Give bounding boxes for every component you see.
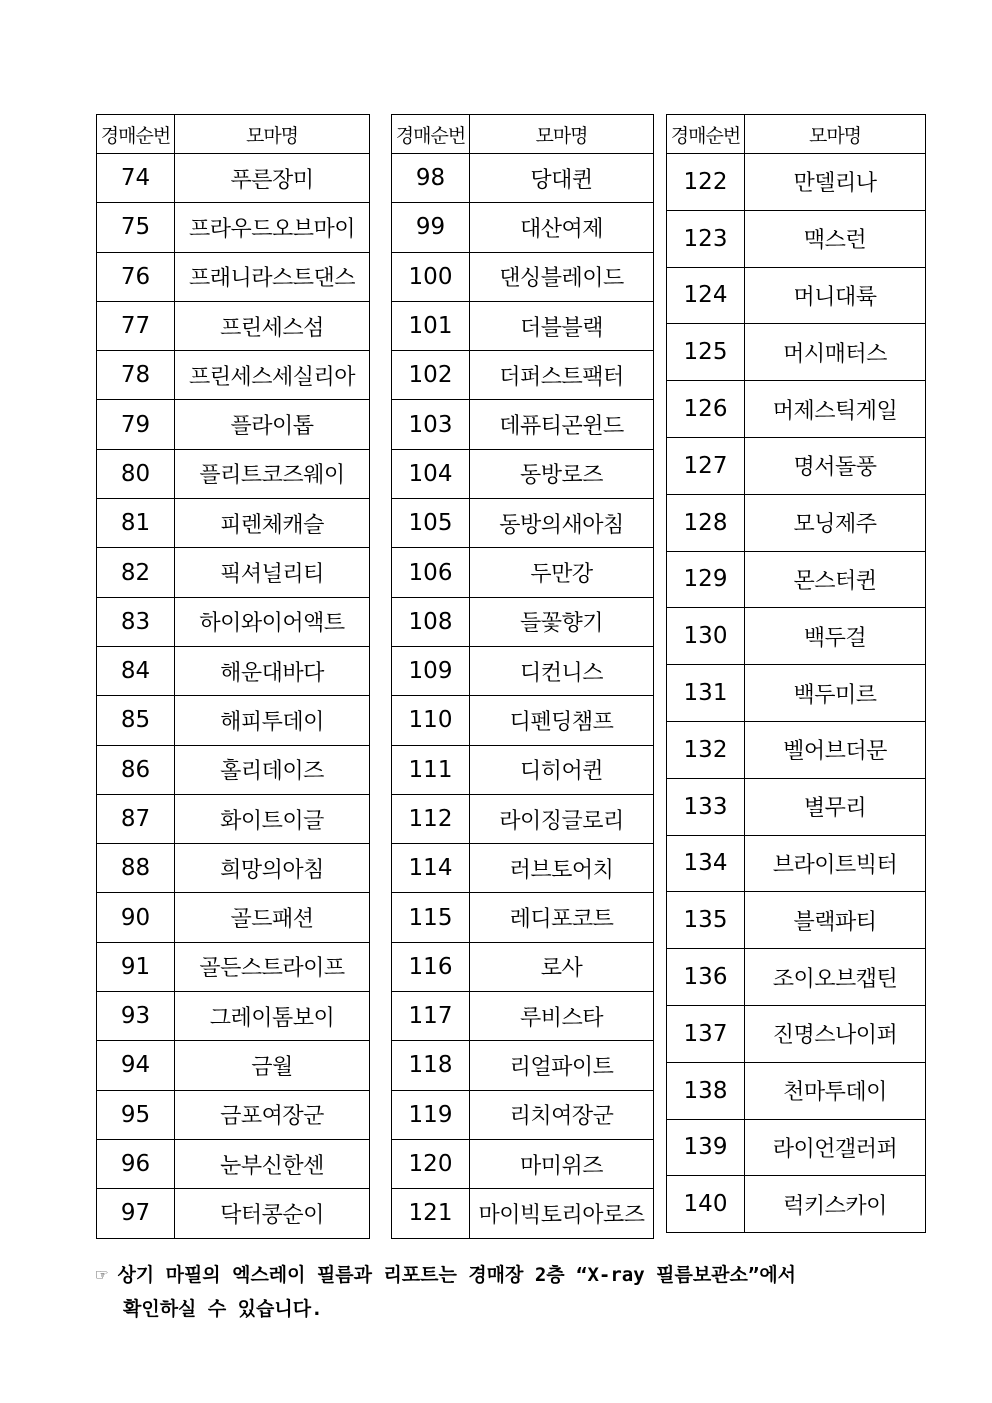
- auction-number-cell: 132: [667, 721, 745, 778]
- mare-name-cell: 디컨니스: [470, 646, 654, 695]
- table-row: [97, 1090, 370, 1139]
- table-row: [97, 942, 370, 991]
- auction-number-cell: 137: [667, 1005, 745, 1062]
- table-row: [97, 252, 370, 301]
- table-row: [392, 942, 654, 991]
- auction-number-cell: 114: [392, 844, 470, 893]
- mare-name-cell: 골든스트라이프: [175, 942, 370, 991]
- mare-name-cell: 조이오브캡틴: [745, 949, 926, 1006]
- mare-name-cell: 금포여장군: [175, 1090, 370, 1139]
- auction-number-cell: 99: [392, 203, 470, 252]
- auction-number-cell: 87: [97, 794, 175, 843]
- table-header-row: [667, 115, 926, 154]
- mare-name-cell: 루비스타: [470, 992, 654, 1041]
- table-row: [392, 794, 654, 843]
- auction-number-cell: 131: [667, 665, 745, 722]
- mare-name-cell: 하이와이어액트: [175, 597, 370, 646]
- auction-number-cell: 126: [667, 381, 745, 438]
- table-row: [392, 992, 654, 1041]
- auction-number-cell: 93: [97, 992, 175, 1041]
- header-auction-number: 경매순번: [97, 115, 175, 154]
- mare-name-cell: 모닝제주: [745, 494, 926, 551]
- mare-name-cell: 진명스나이퍼: [745, 1005, 926, 1062]
- table-row: [97, 203, 370, 252]
- table-row: [392, 1041, 654, 1090]
- auction-table-1: [96, 114, 370, 1239]
- auction-number-cell: 118: [392, 1041, 470, 1090]
- table-row: [392, 548, 654, 597]
- mare-name-cell: 리치여장군: [470, 1090, 654, 1139]
- auction-number-cell: 78: [97, 351, 175, 400]
- table-row: [667, 437, 926, 494]
- xray-notice: [96, 1258, 916, 1326]
- mare-name-cell: 프라우드오브마이: [175, 203, 370, 252]
- mare-name-cell: 레디포코트: [470, 893, 654, 942]
- table-row: [392, 351, 654, 400]
- mare-name-cell: 디펜딩챔프: [470, 696, 654, 745]
- notice-line-2: [96, 1292, 916, 1326]
- auction-number-cell: 109: [392, 646, 470, 695]
- table-row: [392, 844, 654, 893]
- auction-number-cell: 94: [97, 1041, 175, 1090]
- table-header-row: [392, 115, 654, 154]
- table-row: [392, 745, 654, 794]
- table-row: [392, 154, 654, 203]
- auction-number-cell: 98: [392, 154, 470, 203]
- table-row: [97, 154, 370, 203]
- auction-number-cell: 97: [97, 1189, 175, 1238]
- table-row: [97, 992, 370, 1041]
- mare-name-cell: 마이빅토리아로즈: [470, 1189, 654, 1238]
- auction-number-cell: 102: [392, 351, 470, 400]
- mare-name-cell: 맥스런: [745, 210, 926, 267]
- auction-number-cell: 104: [392, 449, 470, 498]
- table-row: [667, 1119, 926, 1176]
- auction-number-cell: 100: [392, 252, 470, 301]
- table-row: [667, 721, 926, 778]
- mare-name-cell: 댄싱블레이드: [470, 252, 654, 301]
- mare-name-cell: 프린세스섬: [175, 301, 370, 350]
- mare-name-cell: 천마투데이: [745, 1062, 926, 1119]
- auction-number-cell: 81: [97, 499, 175, 548]
- table-row: [667, 551, 926, 608]
- table-row: [667, 381, 926, 438]
- table-row: [667, 608, 926, 665]
- auction-number-cell: 88: [97, 844, 175, 893]
- mare-name-cell: 홀리데이즈: [175, 745, 370, 794]
- mare-name-cell: 로사: [470, 942, 654, 991]
- table-row: [667, 835, 926, 892]
- mare-name-cell: 명서돌풍: [745, 437, 926, 494]
- auction-number-cell: 127: [667, 437, 745, 494]
- table-row: [392, 449, 654, 498]
- auction-number-cell: 83: [97, 597, 175, 646]
- mare-name-cell: 피렌체캐슬: [175, 499, 370, 548]
- mare-name-cell: 그레이톰보이: [175, 992, 370, 1041]
- mare-name-cell: 플라이톱: [175, 400, 370, 449]
- mare-name-cell: 금월: [175, 1041, 370, 1090]
- mare-name-cell: 화이트이글: [175, 794, 370, 843]
- auction-number-cell: 90: [97, 893, 175, 942]
- mare-name-cell: 마미위즈: [470, 1139, 654, 1188]
- mare-name-cell: 데퓨티곤윈드: [470, 400, 654, 449]
- mare-name-cell: 머니대륙: [745, 267, 926, 324]
- auction-number-cell: 122: [667, 154, 745, 211]
- mare-name-cell: 만델리나: [745, 154, 926, 211]
- mare-name-cell: 리얼파이트: [470, 1041, 654, 1090]
- auction-number-cell: 121: [392, 1189, 470, 1238]
- table-row: [392, 499, 654, 548]
- mare-name-cell: 골드패션: [175, 893, 370, 942]
- table-row: [97, 400, 370, 449]
- mare-name-cell: 벨어브더문: [745, 721, 926, 778]
- table-row: [392, 400, 654, 449]
- mare-name-cell: 더블블랙: [470, 301, 654, 350]
- auction-number-cell: 95: [97, 1090, 175, 1139]
- mare-name-cell: 프린세스세실리아: [175, 351, 370, 400]
- mare-name-cell: 플리트코즈웨이: [175, 449, 370, 498]
- auction-number-cell: 91: [97, 942, 175, 991]
- mare-name-cell: 라이징글로리: [470, 794, 654, 843]
- mare-name-cell: 디히어퀸: [470, 745, 654, 794]
- auction-table-2: [391, 114, 654, 1239]
- auction-number-cell: 129: [667, 551, 745, 608]
- table-row: [97, 646, 370, 695]
- mare-name-cell: 당대퀸: [470, 154, 654, 203]
- table-row: [97, 499, 370, 548]
- auction-number-cell: 115: [392, 893, 470, 942]
- auction-number-cell: 82: [97, 548, 175, 597]
- auction-number-cell: 85: [97, 696, 175, 745]
- table-row: [667, 494, 926, 551]
- table-row: [667, 1005, 926, 1062]
- table-row: [667, 949, 926, 1006]
- table-row: [667, 267, 926, 324]
- table-row: [667, 892, 926, 949]
- mare-name-cell: 백두걸: [745, 608, 926, 665]
- header-mare-name: 모마명: [470, 115, 654, 154]
- table-row: [97, 745, 370, 794]
- table-row: [97, 301, 370, 350]
- auction-number-cell: 123: [667, 210, 745, 267]
- mare-name-cell: 들꽃향기: [470, 597, 654, 646]
- table-row: [667, 154, 926, 211]
- auction-number-cell: 139: [667, 1119, 745, 1176]
- mare-name-cell: 동방로즈: [470, 449, 654, 498]
- mare-name-cell: 러브토어치: [470, 844, 654, 893]
- auction-number-cell: 77: [97, 301, 175, 350]
- mare-name-cell: 해운대바다: [175, 646, 370, 695]
- mare-name-cell: 머제스틱게일: [745, 381, 926, 438]
- mare-name-cell: 라이언갤러퍼: [745, 1119, 926, 1176]
- auction-number-cell: 74: [97, 154, 175, 203]
- auction-number-cell: 80: [97, 449, 175, 498]
- table-row: [667, 1176, 926, 1233]
- table-row: [97, 794, 370, 843]
- mare-name-cell: 몬스터퀸: [745, 551, 926, 608]
- auction-number-cell: 133: [667, 778, 745, 835]
- table-row: [392, 893, 654, 942]
- auction-number-cell: 75: [97, 203, 175, 252]
- auction-number-cell: 106: [392, 548, 470, 597]
- table-row: [97, 844, 370, 893]
- header-auction-number: 경매순번: [392, 115, 470, 154]
- table-row: [97, 1041, 370, 1090]
- auction-number-cell: 110: [392, 696, 470, 745]
- auction-number-cell: 84: [97, 646, 175, 695]
- header-mare-name: 모마명: [175, 115, 370, 154]
- auction-number-cell: 116: [392, 942, 470, 991]
- auction-number-cell: 86: [97, 745, 175, 794]
- table-row: [667, 1062, 926, 1119]
- mare-name-cell: 닥터콩순이: [175, 1189, 370, 1238]
- header-mare-name: 모마명: [745, 115, 926, 154]
- table-row: [667, 778, 926, 835]
- auction-number-cell: 112: [392, 794, 470, 843]
- pointing-hand-icon: ☞: [96, 1264, 108, 1286]
- table-header-row: [97, 115, 370, 154]
- mare-name-cell: 머시매터스: [745, 324, 926, 381]
- auction-table-3: [666, 114, 926, 1233]
- auction-number-cell: 128: [667, 494, 745, 551]
- table-row: [667, 665, 926, 722]
- auction-number-cell: 76: [97, 252, 175, 301]
- auction-number-cell: 140: [667, 1176, 745, 1233]
- mare-name-cell: 백두미르: [745, 665, 926, 722]
- table-row: [392, 1090, 654, 1139]
- mare-name-cell: 브라이트빅터: [745, 835, 926, 892]
- table-row: [392, 1139, 654, 1188]
- table-row: [97, 893, 370, 942]
- auction-number-cell: 103: [392, 400, 470, 449]
- mare-name-cell: 블랙파티: [745, 892, 926, 949]
- mare-name-cell: 별무리: [745, 778, 926, 835]
- table-row: [97, 548, 370, 597]
- table-row: [97, 1139, 370, 1188]
- table-row: [392, 252, 654, 301]
- mare-name-cell: 눈부신한센: [175, 1139, 370, 1188]
- mare-name-cell: 픽셔널리티: [175, 548, 370, 597]
- mare-name-cell: 두만강: [470, 548, 654, 597]
- table-row: [97, 696, 370, 745]
- table-row: [97, 351, 370, 400]
- auction-number-cell: 101: [392, 301, 470, 350]
- auction-number-cell: 79: [97, 400, 175, 449]
- mare-name-cell: 희망의아침: [175, 844, 370, 893]
- table-row: [97, 449, 370, 498]
- notice-text-1: 상기 마필의 엑스레이 필름과 리포트는 경매장 2층 “X-ray 필름보관소”에서: [117, 1264, 797, 1286]
- notice-line-1: [96, 1258, 916, 1292]
- mare-name-cell: 푸른장미: [175, 154, 370, 203]
- auction-number-cell: 119: [392, 1090, 470, 1139]
- table-row: [97, 1189, 370, 1238]
- mare-name-cell: 동방의새아침: [470, 499, 654, 548]
- table-row: [392, 301, 654, 350]
- auction-number-cell: 120: [392, 1139, 470, 1188]
- table-row: [392, 597, 654, 646]
- table-row: [667, 324, 926, 381]
- auction-number-cell: 125: [667, 324, 745, 381]
- mare-name-cell: 럭키스카이: [745, 1176, 926, 1233]
- notice-text-2: 확인하실 수 있습니다.: [123, 1298, 323, 1320]
- table-row: [392, 203, 654, 252]
- auction-number-cell: 136: [667, 949, 745, 1006]
- mare-name-cell: 더퍼스트팩터: [470, 351, 654, 400]
- auction-number-cell: 135: [667, 892, 745, 949]
- auction-number-cell: 138: [667, 1062, 745, 1119]
- auction-number-cell: 117: [392, 992, 470, 1041]
- auction-number-cell: 111: [392, 745, 470, 794]
- auction-number-cell: 105: [392, 499, 470, 548]
- mare-name-cell: 해피투데이: [175, 696, 370, 745]
- auction-number-cell: 124: [667, 267, 745, 324]
- table-row: [392, 1189, 654, 1238]
- header-auction-number: 경매순번: [667, 115, 745, 154]
- auction-number-cell: 96: [97, 1139, 175, 1188]
- auction-number-cell: 134: [667, 835, 745, 892]
- table-row: [667, 210, 926, 267]
- table-row: [97, 597, 370, 646]
- table-row: [392, 696, 654, 745]
- mare-name-cell: 프래니라스트댄스: [175, 252, 370, 301]
- auction-number-cell: 130: [667, 608, 745, 665]
- mare-name-cell: 대산여제: [470, 203, 654, 252]
- table-row: [392, 646, 654, 695]
- auction-number-cell: 108: [392, 597, 470, 646]
